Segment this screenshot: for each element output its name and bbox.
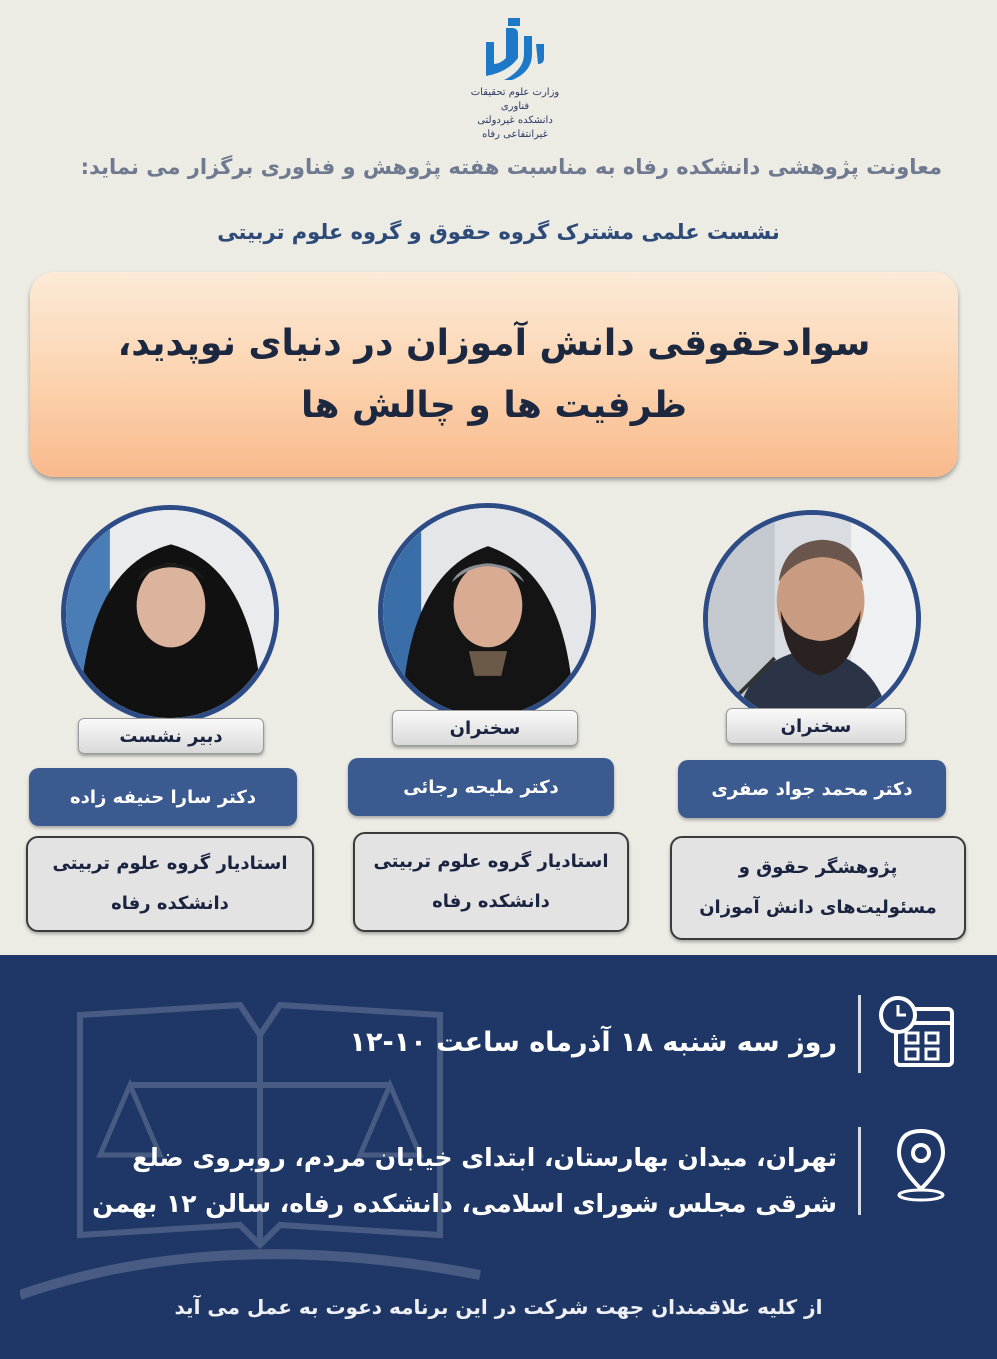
event-datetime: روز سه شنبه ۱۸ آذرماه ساعت ۱۰-۱۲: [349, 1027, 837, 1058]
speaker-name-3: دکتر سارا حنیفه زاده: [29, 768, 297, 826]
session-subtitle: نشست علمی مشترک گروه حقوق و گروه علوم تربیتی: [217, 220, 780, 244]
calendar-clock-icon: [878, 995, 956, 1073]
university-logo-icon: [478, 14, 552, 86]
speaker-affiliation-1-line1: پژوهشگر حقوق و: [738, 857, 898, 878]
speaker-role-1: سخنران: [726, 708, 906, 744]
speaker-name-2: دکتر ملیحه رجائی: [348, 758, 614, 816]
event-title-line2: ظرفیت ها و چالش ها: [301, 384, 688, 426]
speaker-name-1: دکتر محمد جواد صفری: [678, 760, 946, 818]
speaker-woman-photo-2: [383, 508, 591, 716]
speaker-affiliation-1-line2: مسئولیت‌های دانش آموزان: [699, 897, 937, 918]
speaker-man-photo: [708, 515, 916, 723]
intro-text: معاونت پژوهشی دانشکده رفاه به مناسبت هفته پژوهش و فناوری برگزار می نماید:: [80, 155, 942, 179]
speaker-affiliation-3-line1: استادیار گروه علوم تربیتی: [52, 853, 288, 874]
speaker-affiliation-2-line1: استادیار گروه علوم تربیتی: [373, 851, 609, 872]
event-details-panel: [0, 955, 997, 1359]
speaker-photo-1: [703, 510, 921, 728]
speaker-role-3: دبیر نشست: [78, 718, 264, 754]
event-address-line1: تهران، میدان بهارستان، ابتدای خیابان مردم، روبروی ضلع: [132, 1143, 837, 1172]
college-name: دانشکده غیردولتی غیرانتفاعی رفاه: [477, 115, 553, 140]
speaker-affiliation-1: [670, 836, 966, 940]
speaker-photo-2: [378, 503, 596, 721]
speaker-photo-3: [61, 505, 279, 723]
speaker-affiliation-2-line2: دانشکده رفاه: [432, 891, 550, 912]
university-logo: [460, 14, 570, 144]
speaker-affiliation-3: [26, 836, 314, 932]
event-title-line1: سوادحقوقی دانش آموزان در دنیای نوپدید،: [117, 322, 871, 364]
map-pin-icon: [893, 1127, 949, 1207]
event-address: [92, 1135, 837, 1227]
speaker-woman-photo-3: [66, 510, 274, 718]
event-title-box: [30, 272, 958, 477]
speaker-affiliation-2: [353, 832, 629, 932]
ministry-name: وزارت علوم تحقیقات فناوری: [470, 87, 560, 112]
invitation-text: از کلیه علاقمندان جهت شرکت در این برنامه دعوت به عمل می آید: [174, 1295, 823, 1319]
speaker-affiliation-3-line2: دانشکده رفاه: [111, 893, 229, 914]
event-address-line2: شرقی مجلس شورای اسلامی، دانشکده رفاه، سالن ۱۲ بهمن: [92, 1189, 837, 1218]
speaker-role-2: سخنران: [392, 710, 578, 746]
address-divider: [858, 1127, 861, 1215]
date-divider: [858, 995, 861, 1073]
